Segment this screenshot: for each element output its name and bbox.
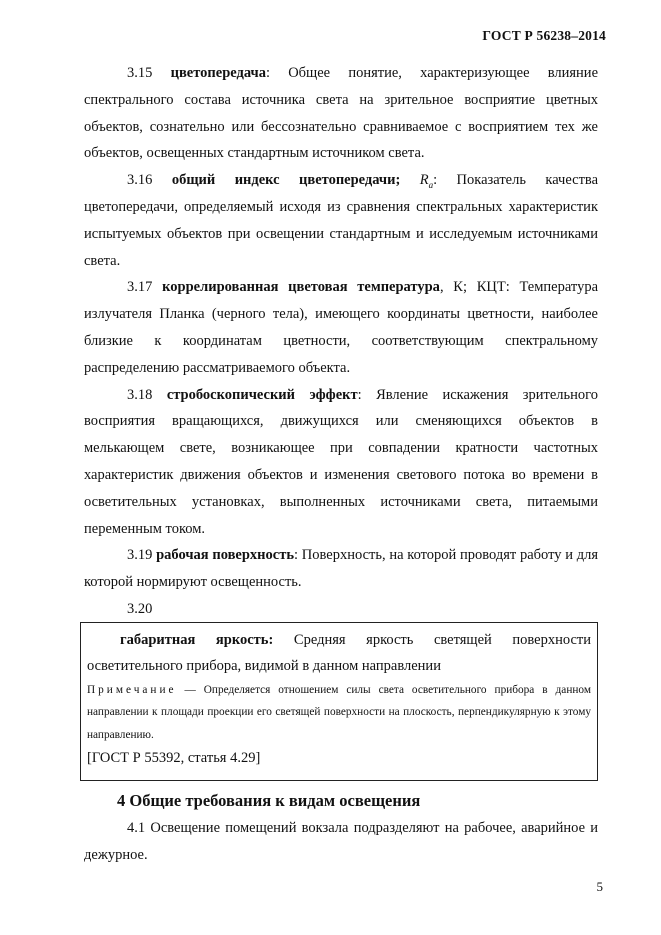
term-separator: ,: [439, 279, 444, 296]
term-3-15: [84, 60, 598, 167]
term-definition: Показатель качества цветопередачи, определяемый исходя из сравнения спектральных характеристик испытуемых объектов при освещении стандартным и исследуемым источниками света.: [84, 172, 599, 269]
document-body: [84, 60, 598, 869]
term-number: 3.19: [127, 547, 153, 564]
term-name: коррелированная цветовая температура: [162, 279, 440, 296]
term-symbol-subscript: a: [428, 180, 434, 191]
term-3-16: [84, 167, 598, 274]
term-3-20-reference: [ГОСТ Р 55392, статья 4.29]: [87, 750, 261, 767]
note-text: — Определяется отношением силы света осветительного прибора в данном направлении к площади проекции его светящей поверхности на плоскость, перпендикулярную к этому направлению.: [87, 683, 591, 741]
term-name: рабочая поверхность: [156, 547, 295, 564]
term-3-20-note: [87, 679, 591, 747]
term-3-20-box: [80, 622, 598, 782]
term-separator: :: [294, 547, 299, 564]
section-4-1: 4.1 Освещение помещений вокзала подразделяют на рабочее, аварийное и дежурное.: [84, 820, 598, 864]
term-number: 3.17: [127, 279, 153, 296]
document-header: ГОСТ Р 56238–2014: [482, 28, 606, 43]
term-definition: Поверхность, на которой проводят работу и для которой нормируют освещенность.: [84, 547, 598, 591]
term-number: 3.16: [127, 172, 153, 189]
term-3-19: [84, 542, 598, 596]
term-3-18: [84, 382, 598, 543]
term-name: общий индекс цветопередачи;: [171, 172, 401, 189]
term-separator: :: [265, 65, 270, 81]
term-separator: :: [433, 172, 438, 189]
note-label: Примечание: [87, 683, 177, 696]
page-number: 5: [596, 879, 603, 894]
term-definition: К; КЦТ: Температура излучателя Планка (черного тела), имеющего координаты цветности, наиболее близкие к координатам цветности, соответствующим спектральному распределению рассматриваемого объекта.: [84, 279, 599, 376]
term-3-20-definition: [87, 627, 591, 679]
term-definition: Средняя яркость светящей поверхности осветительного прибора, видимой в данном направлении: [87, 631, 591, 674]
term-name: габаритная яркость:: [120, 631, 274, 648]
term-definition: Общее понятие, характеризующее влияние спектрального состава источника света на зрительное восприятие цветных объектов, сознательно или бессознательно сравниваемое с восприятием тех же объектов, освещенных стандартным источником света.: [84, 65, 599, 162]
term-3-20-number: 3.20: [127, 600, 153, 617]
term-3-17: [84, 274, 598, 381]
term-name: цветопередача: [170, 65, 266, 81]
term-definition: Явление искажения зрительного восприятия вращающихся, движущихся или сменяющихся объектов в мелькающем свете, возникающее при совпадении кратности частотных характеристик движения объектов и изменения светового потока во времени в осветительных установках, выполненных источниками света, питаемыми переменным током.: [84, 386, 598, 537]
term-symbol: R: [419, 172, 429, 189]
term-number: 3.15: [127, 65, 153, 81]
term-number: 3.18: [127, 386, 153, 403]
term-name: стробоскопический эффект: [166, 386, 358, 403]
section-4-title: 4 Общие требования к видам освещения: [117, 791, 421, 811]
term-separator: :: [357, 386, 362, 403]
